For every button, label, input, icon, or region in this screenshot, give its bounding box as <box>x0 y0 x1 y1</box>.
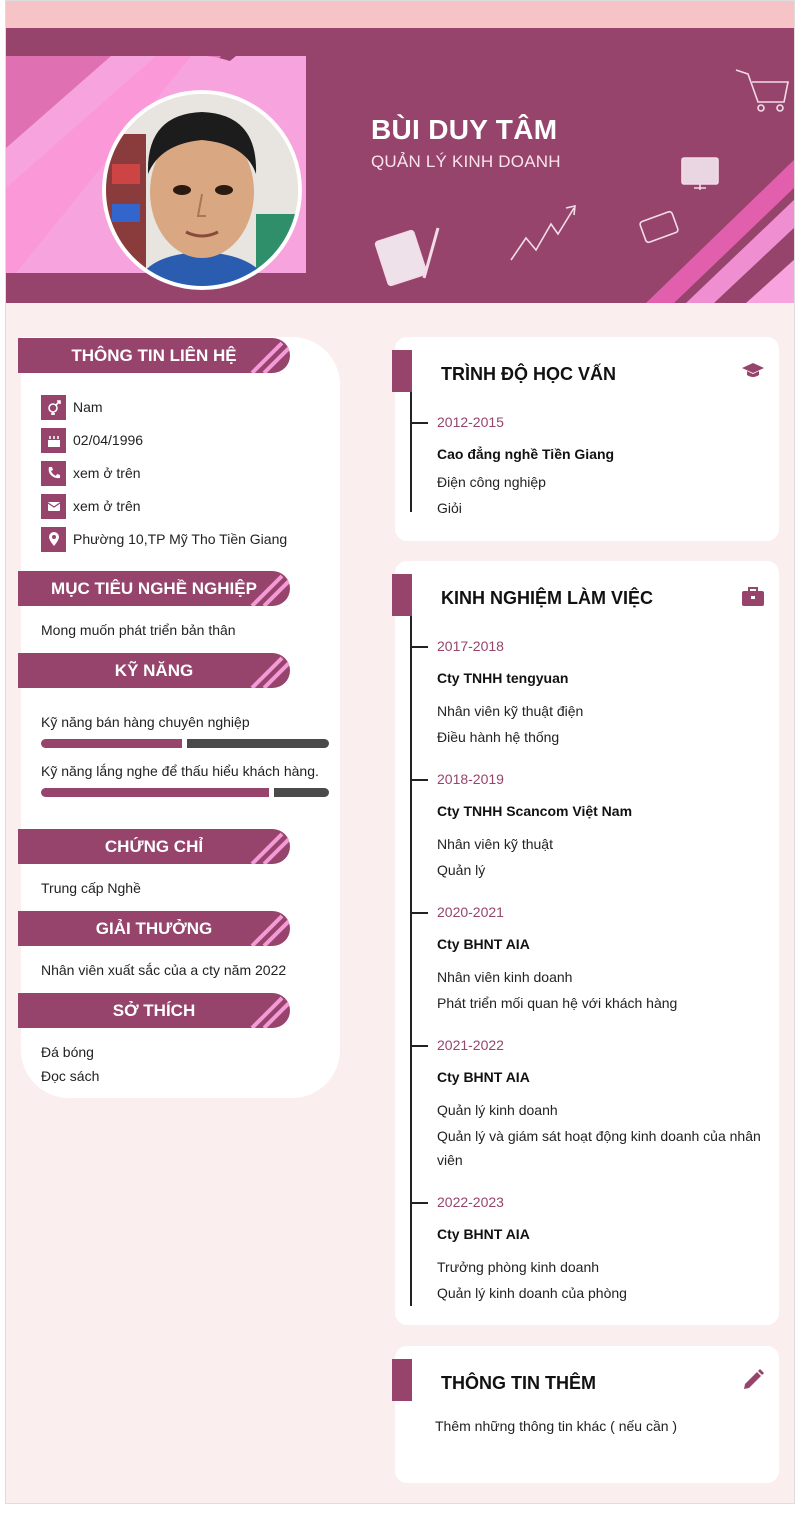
stripe-decoration <box>230 829 290 864</box>
phone-icon <box>41 461 66 486</box>
stripe-decoration <box>230 338 290 373</box>
clipboard-sketch-icon <box>375 228 438 286</box>
education-line: Giỏi <box>437 500 462 516</box>
certificates-heading-label: CHỨNG CHỈ <box>104 837 204 856</box>
contact-phone-text: xem ở trên <box>73 465 141 481</box>
job-date: 2022-2023 <box>437 1194 504 1210</box>
stripe-decoration <box>230 653 290 688</box>
contact-phone <box>41 460 141 486</box>
contact-heading <box>18 338 290 373</box>
skills-heading-label: KỸ NĂNG <box>114 661 194 680</box>
contact-email-text: xem ở trên <box>73 498 141 514</box>
location-icon <box>41 527 66 552</box>
certificates-text: Trung cấp Nghề <box>41 880 141 896</box>
education-heading: TRÌNH ĐỘ HỌC VẤN <box>441 364 616 384</box>
job-title: QUẢN LÝ KINH DOANH <box>371 152 561 171</box>
objective-text: Mong muốn phát triển bản thân <box>41 622 236 638</box>
job-line: Quản lý và giám sát hoạt động kinh doanh của nhân viên <box>437 1128 761 1168</box>
contact-heading-label: THÔNG TIN LIÊN HỆ <box>71 346 237 365</box>
contact-gender-text: Nam <box>73 399 103 415</box>
certificates-heading <box>18 829 290 864</box>
contact-email <box>41 493 141 519</box>
cake-icon <box>41 428 66 453</box>
hobbies-heading-label: SỞ THÍCH <box>112 1001 196 1020</box>
objective-heading-label: MỤC TIÊU NGHỀ NGHIỆP <box>51 579 257 598</box>
candidate-name: BÙI DUY TÂM <box>371 114 558 145</box>
job-date: 2018-2019 <box>437 771 504 787</box>
job-company: Cty BHNT AIA <box>437 1226 530 1242</box>
section-marker <box>392 350 412 392</box>
contact-address <box>41 526 287 552</box>
chart-sketch-icon <box>511 206 575 260</box>
contact-birthday-text: 02/04/1996 <box>73 432 144 448</box>
avatar <box>102 90 302 290</box>
top-strip <box>6 1 795 28</box>
awards-heading-label: GIẢI THƯỞNG <box>95 919 213 938</box>
briefcase-icon <box>741 585 765 607</box>
skill-bar <box>41 788 329 797</box>
avatar-photo <box>106 94 298 286</box>
timeline-tick <box>410 1202 428 1204</box>
section-marker <box>392 574 412 616</box>
graduation-cap-icon <box>741 361 765 381</box>
skills-heading <box>18 653 290 688</box>
experience-card <box>395 561 779 1325</box>
job-line: Nhân viên kỹ thuật <box>437 836 553 852</box>
email-icon <box>41 494 66 519</box>
hobby-item: Đọc sách <box>41 1068 100 1084</box>
timeline-tick <box>410 646 428 648</box>
skill-bar-rest <box>187 739 329 748</box>
contact-birthday <box>41 427 143 453</box>
contact-address-text: Phường 10,TP Mỹ Tho Tiền Giang <box>73 531 288 547</box>
objective-heading <box>18 571 290 606</box>
gender-icon <box>41 395 66 420</box>
job-date: 2020-2021 <box>437 904 504 920</box>
job-line: Trưởng phòng kinh doanh <box>437 1259 600 1275</box>
stripe-decoration <box>230 993 290 1028</box>
awards-text: Nhân viên xuất sắc của a cty năm 2022 <box>41 962 287 978</box>
extra-text: Thêm những thông tin khác ( nếu cần ) <box>435 1418 678 1434</box>
job-line: Phát triển mối quan hệ với khách hàng <box>437 995 678 1011</box>
stripe-decoration <box>230 571 290 606</box>
experience-heading: KINH NGHIỆM LÀM VIỆC <box>441 588 654 608</box>
skill-bar-fill <box>41 739 182 748</box>
job-company: Cty TNHH tengyuan <box>437 670 569 686</box>
cart-sketch-icon <box>736 70 788 111</box>
hobby-item: Đá bóng <box>41 1044 94 1060</box>
job-line: Quản lý kinh doanh của phòng <box>437 1285 627 1301</box>
header-banner <box>6 28 795 303</box>
extra-heading: THÔNG TIN THÊM <box>441 1373 596 1393</box>
hobbies-heading <box>18 993 290 1028</box>
contact-gender <box>41 394 103 420</box>
pencil-icon <box>741 1368 765 1392</box>
timeline-tick <box>410 422 428 424</box>
timeline-line <box>410 392 412 512</box>
skill-name: Kỹ năng bán hàng chuyên nghiệp <box>41 714 250 730</box>
card-sketch-icon <box>639 211 678 243</box>
job-company: Cty BHNT AIA <box>437 1069 530 1085</box>
skill-bar <box>41 739 329 748</box>
skill-name: Kỹ năng lắng nghe để thấu hiểu khách hàng. <box>41 763 319 779</box>
job-line: Quản lý kinh doanh <box>437 1102 558 1118</box>
timeline-tick <box>410 912 428 914</box>
job-date: 2017-2018 <box>437 638 504 654</box>
job-company: Cty BHNT AIA <box>437 936 530 952</box>
stripe-decoration <box>230 911 290 946</box>
job-company: Cty TNHH Scancom Việt Nam <box>437 803 633 819</box>
section-marker <box>392 1359 412 1401</box>
resume-page <box>5 0 795 1504</box>
extra-info-card <box>395 1346 779 1483</box>
skill-bar-fill <box>41 788 269 797</box>
education-card <box>395 337 779 541</box>
timeline-tick <box>410 779 428 781</box>
job-line: Nhân viên kỹ thuật điện <box>437 703 584 719</box>
education-date: 2012-2015 <box>437 414 504 430</box>
education-school: Cao đẳng nghề Tiền Giang <box>437 446 615 462</box>
skill-bar-rest <box>274 788 329 797</box>
job-line: Nhân viên kinh doanh <box>437 969 573 985</box>
job-date: 2021-2022 <box>437 1037 504 1053</box>
education-line: Điện công nghiệp <box>437 474 546 490</box>
monitor-sketch-icon <box>682 158 718 190</box>
awards-heading <box>18 911 290 946</box>
job-line: Điều hành hệ thống <box>437 729 560 745</box>
job-line: Quản lý <box>437 862 486 878</box>
timeline-tick <box>410 1045 428 1047</box>
